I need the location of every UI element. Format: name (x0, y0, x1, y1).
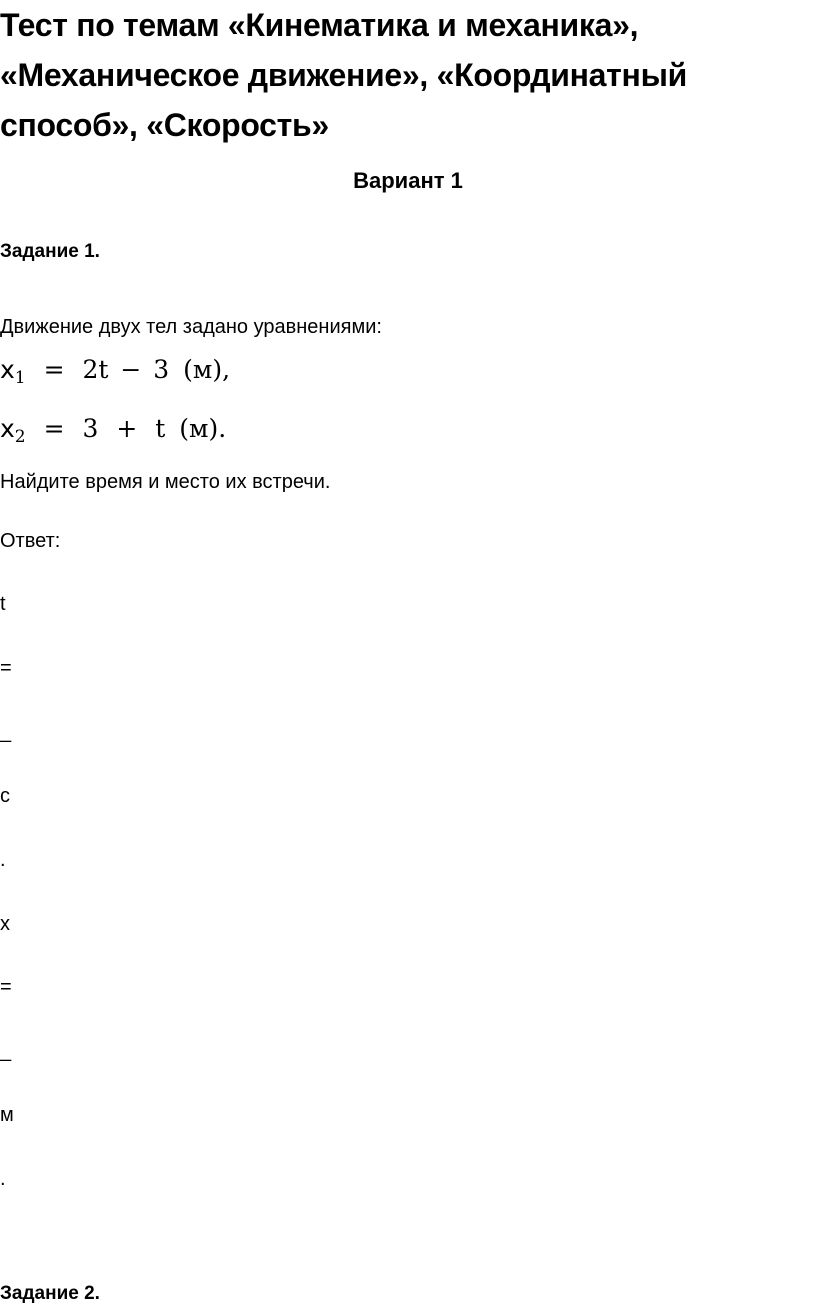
equation-2 (0, 412, 226, 446)
answer-label: Ответ: (0, 530, 61, 552)
equation-2-plus: + (116, 414, 138, 443)
title-line-3: способ», «Скорость» (0, 107, 329, 143)
equation-2-equals: = (43, 414, 65, 443)
title-line-1: Тест по темам «Кинематика и механика», (0, 7, 639, 43)
equation-2-term-b: t (155, 414, 166, 443)
equation-1-variable: x (0, 355, 15, 384)
equation-2-term-a: 3 (82, 414, 99, 443)
answer-unit-meters: м (0, 1104, 14, 1126)
document-title (0, 0, 780, 150)
answer-period-2: . (0, 1168, 6, 1190)
task-2-heading: Задание 2. (0, 1283, 100, 1304)
task-1-question: Найдите время и место их встречи. (0, 471, 331, 493)
answer-blank-place: _ (0, 1040, 12, 1062)
answer-period: . (0, 849, 6, 871)
variant-heading: Вариант 1 (353, 168, 463, 193)
equation-1-end: , (222, 355, 231, 384)
equation-2-unit: (м) (179, 414, 219, 443)
answer-item-equals-2: = (0, 976, 12, 998)
title-line-2: «Механическое движение», «Координатный (0, 57, 687, 93)
equation-2-variable: x (0, 414, 15, 443)
equation-1-equals: = (43, 355, 65, 384)
equation-1-term-b: 3 (153, 355, 170, 384)
equation-1-minus: − (120, 355, 142, 384)
equation-1-subscript: 1 (14, 368, 26, 388)
equation-1-unit: (м) (183, 355, 223, 384)
equation-1-term-a: 2t (82, 355, 109, 384)
equation-1 (0, 353, 230, 387)
answer-item-equals: = (0, 657, 12, 679)
answer-unit-seconds: с (0, 785, 10, 807)
equation-2-subscript: 2 (14, 427, 26, 447)
task-1-intro: Движение двух тел задано уравнениями: (0, 316, 382, 338)
answer-item-x: x (0, 913, 10, 935)
equation-2-end: . (218, 414, 227, 443)
answer-blank-time: _ (0, 721, 12, 743)
task-1-heading: Задание 1. (0, 241, 100, 262)
answer-item-t: t (0, 593, 6, 615)
